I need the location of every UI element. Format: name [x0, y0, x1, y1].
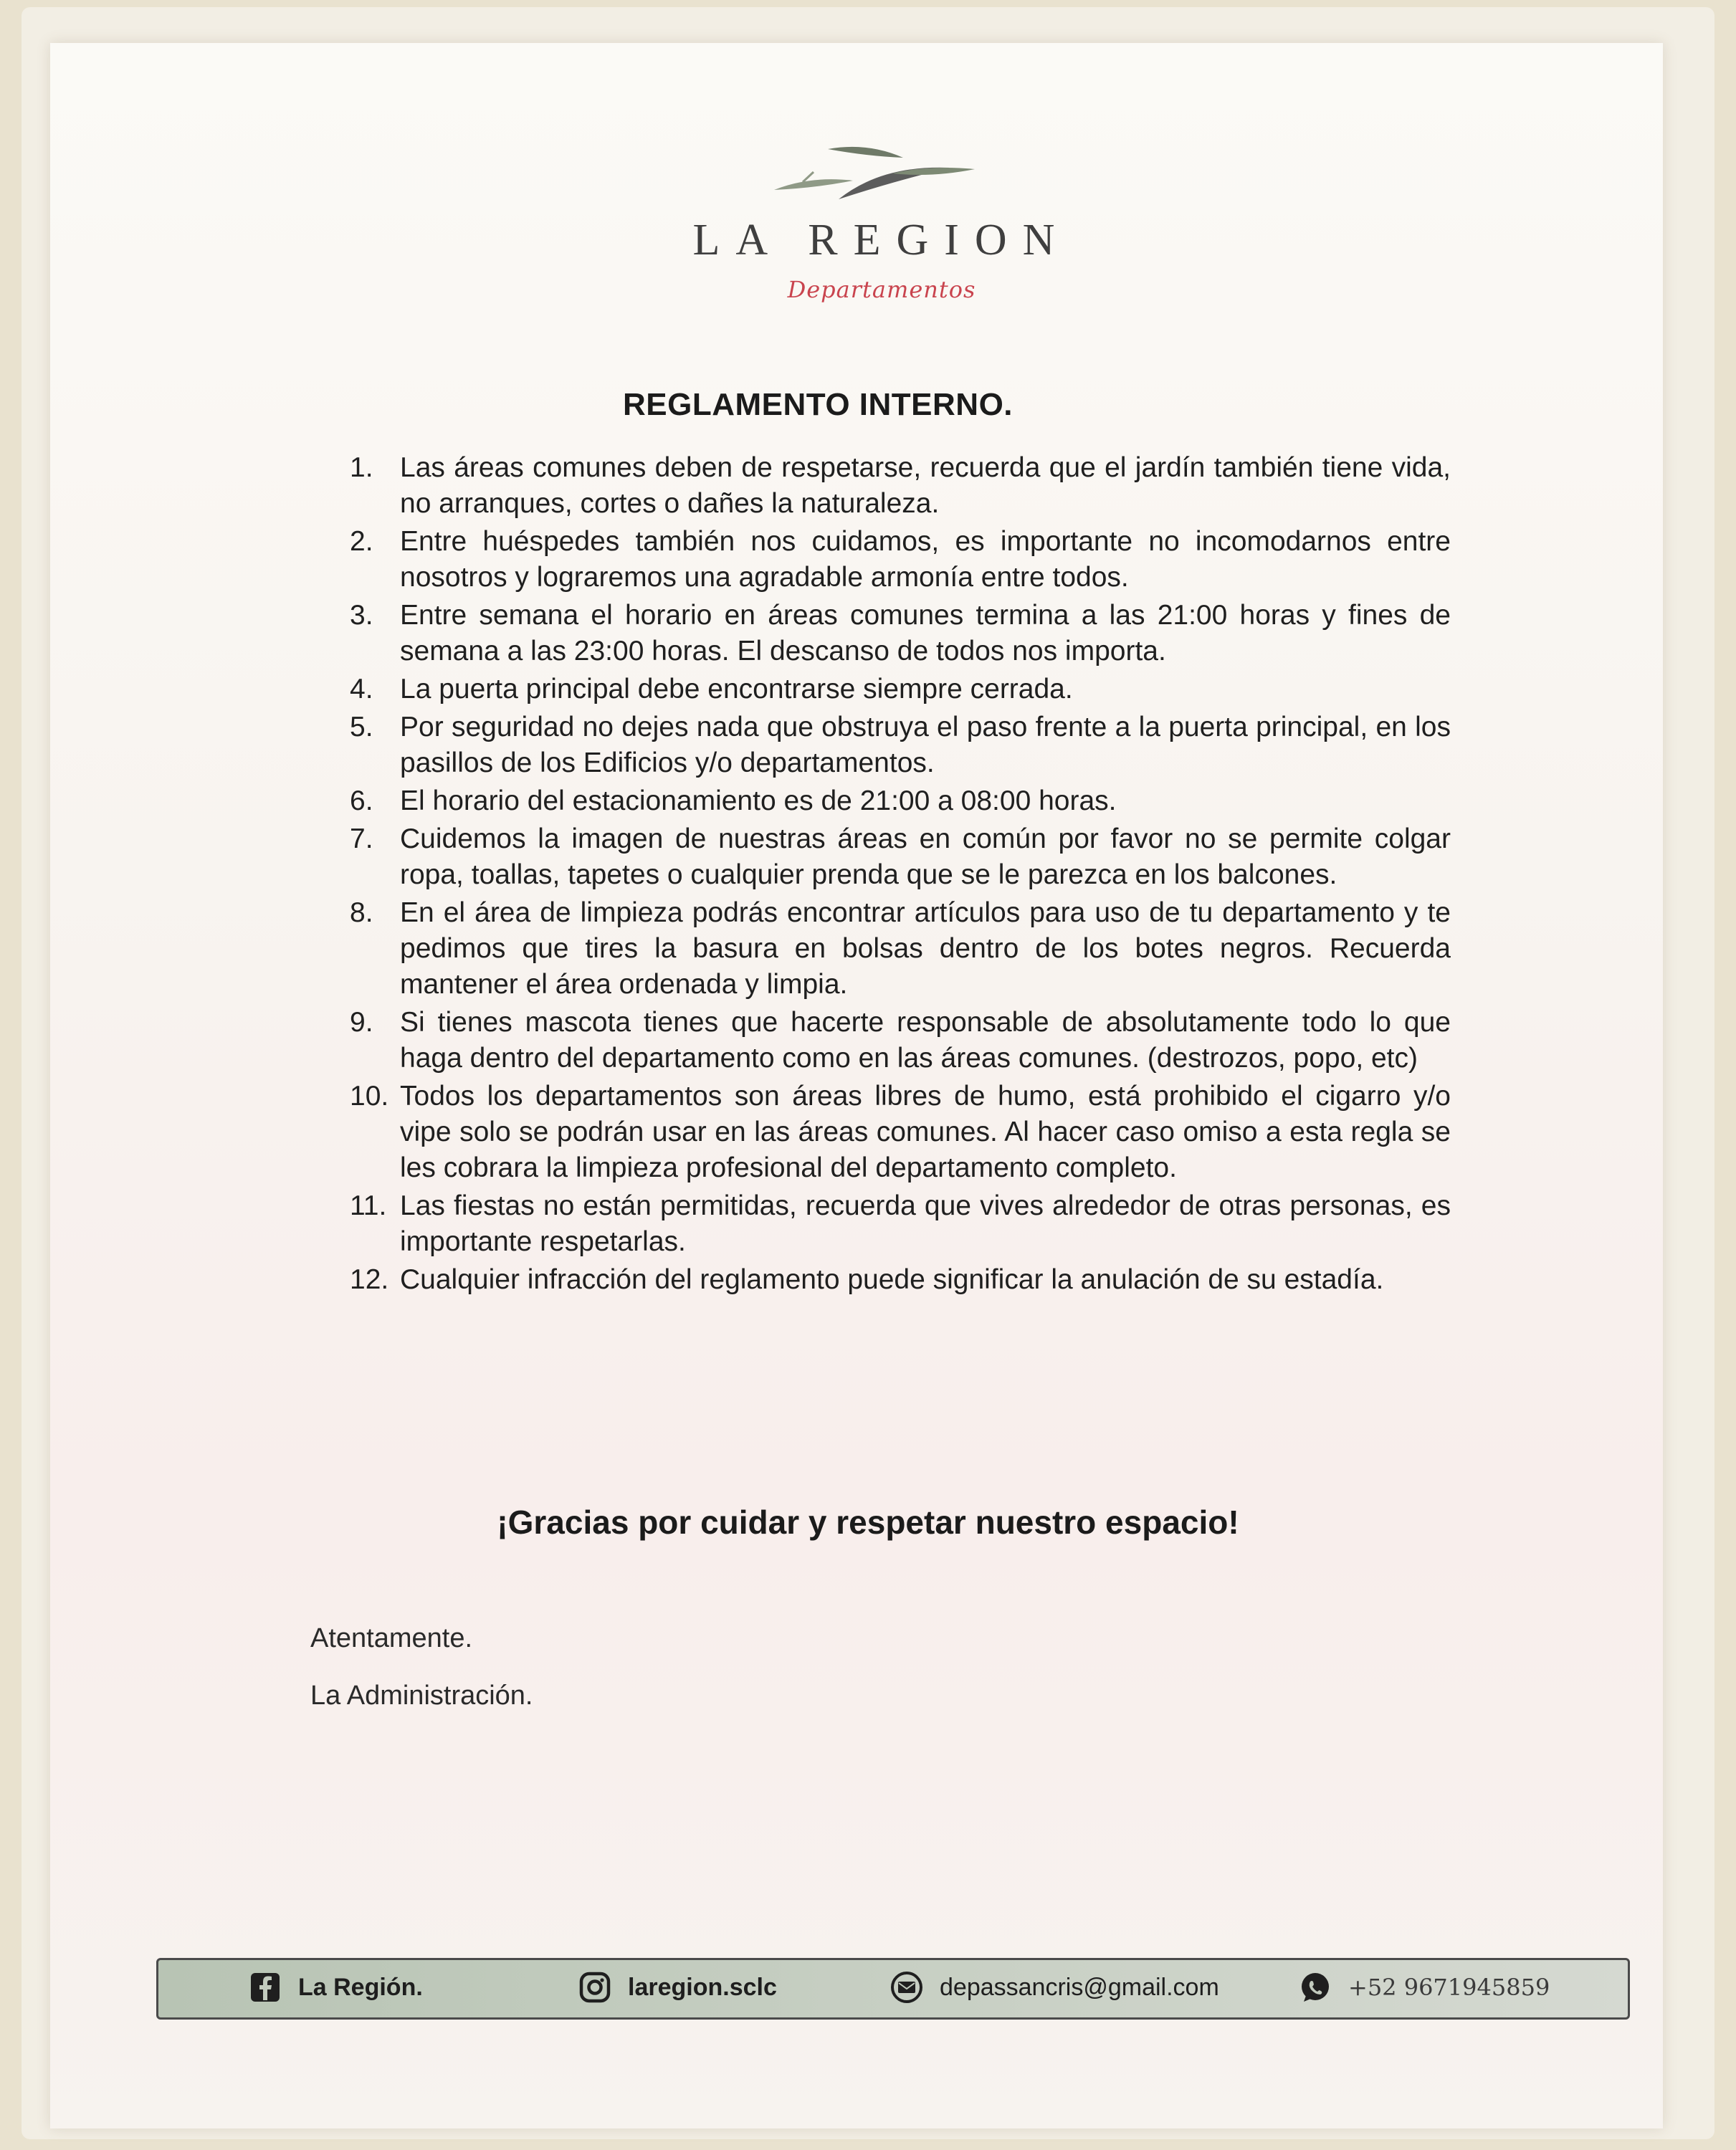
- rule-number: 7.: [350, 823, 373, 854]
- logo-subtitle: Departamentos: [787, 276, 976, 303]
- contact-bar: [156, 1958, 1630, 2020]
- instagram-label: laregion.sclc: [628, 1973, 777, 2001]
- rule-number: 12.: [350, 1264, 389, 1295]
- contact-facebook: [248, 1966, 423, 2009]
- rule-item: [350, 821, 1451, 893]
- instagram-icon: [578, 1970, 612, 2005]
- rule-number: 8.: [350, 897, 373, 928]
- rules-list: [350, 450, 1451, 1300]
- rule-text: Todos los departamentos son áreas libres de humo, está prohibido el cigarro y/o vipe solo se podrán usar en las áreas comunes. Al hacer caso omiso a esta regla se les cobrara la limpieza profesional del departamento completo.: [400, 1081, 1451, 1183]
- signature-line: La Administración.: [310, 1681, 533, 1711]
- whatsapp-label: +52 9671945859: [1348, 1974, 1550, 2001]
- rule-text: La puerta principal debe encontrarse siempre cerrada.: [400, 674, 1073, 704]
- email-icon: [890, 1970, 924, 2005]
- rule-text: El horario del estacionamiento es de 21:00 a 08:00 horas.: [400, 785, 1117, 816]
- rule-number: 9.: [350, 1007, 373, 1038]
- thanks-message: ¡Gracias por cuidar y respetar nuestro espacio!: [497, 1504, 1239, 1541]
- facebook-label: La Región.: [298, 1973, 423, 2001]
- contact-whatsapp: [1298, 1966, 1550, 2009]
- rule-number: 11.: [350, 1190, 387, 1221]
- rule-item: [350, 1188, 1451, 1260]
- rule-text: Las áreas comunes deben de respetarse, recuerda que el jardín también tiene vida, no arranques, cortes o dañes la naturaleza.: [400, 452, 1451, 519]
- rule-item: [350, 1079, 1451, 1186]
- rule-text: Por seguridad no dejes nada que obstruya el paso frente a la puerta principal, en los pasillos de los Edificios y/o departamentos.: [400, 712, 1451, 778]
- rule-item: [350, 1262, 1451, 1298]
- rule-number: 1.: [350, 452, 373, 483]
- contact-instagram: [578, 1966, 777, 2009]
- rule-number: 5.: [350, 712, 373, 742]
- rule-number: 3.: [350, 600, 373, 631]
- rule-text: Entre semana el horario en áreas comunes termina a las 21:00 horas y fines de semana a las 23:00 horas. El descanso de todos nos importa.: [400, 600, 1451, 666]
- rule-item: [350, 598, 1451, 669]
- document-title: REGLAMENTO INTERNO.: [622, 387, 1014, 422]
- rule-item: [350, 450, 1451, 522]
- rule-number: 4.: [350, 674, 373, 704]
- rule-item: [350, 895, 1451, 1003]
- rule-text: En el área de limpieza podrás encontrar artículos para uso de tu departamento y te pedimos que tires la basura en bolsas dentro de los botes negros. Recuerda mantener el área ordenada y limpia.: [400, 897, 1451, 1000]
- rule-item: [350, 783, 1451, 819]
- rule-text: Entre huéspedes también nos cuidamos, es importante no incomodarnos entre nosotros y lograremos una agradable armonía entre todos.: [400, 526, 1451, 593]
- rule-number: 10.: [350, 1081, 389, 1112]
- rule-text: Cualquier infracción del reglamento puede significar la anulación de su estadía.: [400, 1264, 1384, 1295]
- leaves-icon: [760, 136, 1003, 215]
- rule-item: [350, 524, 1451, 596]
- rule-item: [350, 710, 1451, 781]
- rule-text: Si tienes mascota tienes que hacerte responsable de absolutamente todo lo que haga dentro del departamento como en las áreas comunes. (destrozos, popo, etc): [400, 1007, 1451, 1074]
- logo: [688, 136, 1075, 322]
- rule-text: Las fiestas no están permitidas, recuerda que vives alrededor de otras personas, es importante respetarlas.: [400, 1190, 1451, 1257]
- closing-line: Atentamente.: [310, 1623, 473, 1653]
- rule-text: Cuidemos la imagen de nuestras áreas en común por favor no se permite colgar ropa, toallas, tapetes o cualquier prenda que se le parezca en los balcones.: [400, 823, 1451, 890]
- rule-item: [350, 1005, 1451, 1076]
- logo-name: LA REGION: [692, 216, 1071, 264]
- rule-number: 2.: [350, 526, 373, 557]
- whatsapp-icon: [1298, 1970, 1332, 2005]
- rule-item: [350, 672, 1451, 707]
- email-label: depassancris@gmail.com: [940, 1973, 1219, 2001]
- rule-number: 6.: [350, 785, 373, 816]
- facebook-icon: [248, 1970, 282, 2005]
- contact-email: [890, 1966, 1219, 2009]
